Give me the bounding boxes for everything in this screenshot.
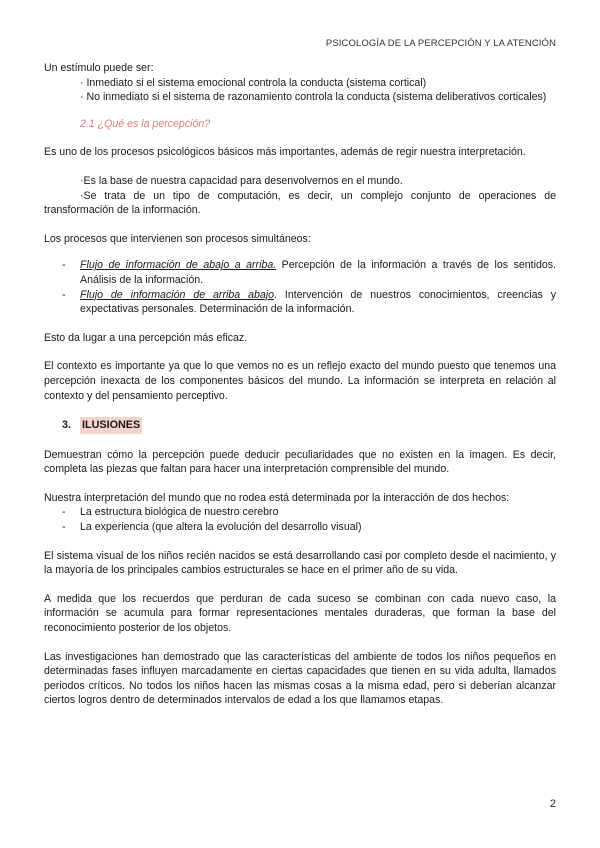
- process-text: [80, 258, 556, 287]
- fact-text: La experiencia (que altera la evolución del desarrollo visual): [80, 521, 362, 534]
- process-description: . Intervención de nuestros conocimientos, creencias y expectativas personales. Determinación de la información.: [80, 288, 557, 316]
- perception-point: ·Se trata de un tipo de computación, es decir, un complejo conjunto de operaciones de transformación de la información.: [44, 189, 556, 217]
- page-number: 2: [549, 798, 556, 810]
- process-term: Flujo de información de arriba abajo: [80, 288, 274, 301]
- research-paragraph: Las investigaciones han demostrado que las características del ambiente de todos los niños pequeños en determinadas fases influyen marcadamente en ciertas capacidades que tienen en su vida adulta, llamados periodos críticos. No todos los niños hacen las mismas cosas a la misma edad, pero si deberían alcanzar ciertos logros dentro de determinados intervalos de edad a los que llamamos etapas.: [44, 650, 556, 707]
- dash-marker: -: [62, 521, 66, 534]
- context-paragraph: El contexto es importante ya que lo que vemos no es un reflejo exacto del mundo puesto que tenemos una percepción inexacta de los componentes básicos del mundo. La información se interpreta en relación al contexto y del pensamiento perceptivo.: [44, 360, 556, 402]
- stimulus-item: · Inmediato si el sistema emocional controla la conducta (sistema cortical): [80, 76, 427, 89]
- subsection-title: 2.1 ¿Qué es la percepción?: [80, 117, 211, 130]
- process-term: Flujo de información de abajo a arriba.: [80, 259, 277, 272]
- fact-text: La estructura biológica de nuestro cerebro: [80, 506, 279, 519]
- page-content: [44, 61, 556, 708]
- stimulus-item: · No inmediato si el sistema de razonamiento controla la conducta (sistema deliberativos corticales): [80, 91, 547, 104]
- memory-paragraph: A medida que los recuerdos que perduran de cada suceso se combinan con cada nuevo caso, la información se acumula para formar representaciones mentales duraderas, que forman la base del reconocimiento posterior de los objetos.: [44, 592, 556, 635]
- dash-marker: -: [62, 259, 66, 272]
- dash-marker: -: [62, 288, 66, 301]
- process-description: Percepción de la información a través de los sentidos. Análisis de la información.: [80, 259, 556, 286]
- section-heading: [44, 417, 556, 434]
- visual-system-paragraph: El sistema visual de los niños recién nacidos se está desarrollando casi por completo desde el nacimiento, y la mayoría de los principales cambios estructurales se hace en el primer año de su vida.: [44, 549, 556, 577]
- section-title: ILUSIONES: [80, 417, 142, 434]
- interpretation-intro: Nuestra interpretación del mundo que no rodea está determinada por la interacción de dos hechos:: [44, 491, 510, 504]
- running-header: PSICOLOGÍA DE LA PERCEPCIÓN Y LA ATENCIÓN: [325, 38, 556, 49]
- illusions-paragraph: Demuestran cómo la percepción puede deducir peculiaridades que no existen en la imagen. Es decir, completa las piezas que faltan para hacer una interpretación comprensible del mundo.: [44, 448, 556, 476]
- stimulus-intro: Un estímulo puede ser:: [44, 62, 154, 74]
- process-text: [80, 288, 556, 317]
- perception-paragraph: Es uno de los procesos psicológicos básicos más importantes, además de regir nuestra interpretación.: [44, 146, 526, 159]
- fact-item: [44, 505, 556, 520]
- section-number: 3.: [62, 419, 72, 432]
- process-item: [44, 258, 556, 287]
- dash-marker: -: [62, 506, 66, 519]
- perception-point: ·Es la base de nuestra capacidad para desenvolvernos en el mundo.: [80, 174, 403, 187]
- result-paragraph: Esto da lugar a una percepción más eficaz.: [44, 331, 248, 344]
- processes-intro: Los procesos que intervienen son procesos simultáneos:: [44, 232, 311, 245]
- process-item: [44, 288, 556, 317]
- fact-item: [44, 520, 556, 535]
